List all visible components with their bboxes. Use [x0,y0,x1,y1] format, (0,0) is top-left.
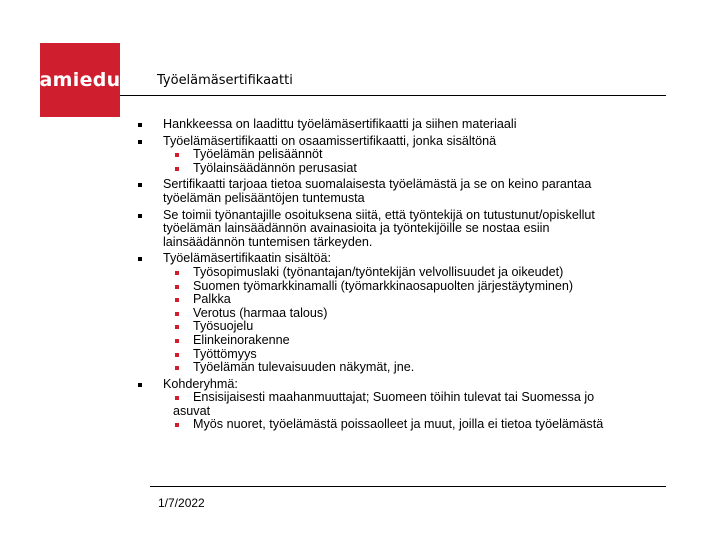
bullet-list [163,118,663,432]
sub-bullet-item: Työlainsäädännön perusasiat [163,162,663,176]
sub-bullet-item: Ensisijaisesti maahanmuuttajat; Suomeen töihin tulevat tai Suomessa jo [163,391,663,405]
sub-bullet-item: Työelämän tulevaisuuden näkymät, jne. [163,361,663,375]
sub-bullet-item: Elinkeinorakenne [163,334,663,348]
bullet-item: Hankkeessa on laadittu työelämäsertifikaatti ja siihen materiaali [163,118,663,132]
sub-bullet-item: Työsuojelu [163,320,663,334]
bullet-item: Se toimii työnantajille osoituksena siitä, että työntekijä on tutustunut/opiskellut [163,209,663,223]
sub-bullet-continuation: asuvat [173,403,211,418]
sub-bullet-item: Työelämän pelisäännöt [163,148,663,162]
sub-bullet-item: Työsopimuslaki (työnantajan/työntekijän velvollisuudet ja oikeudet) [163,266,663,280]
bullet-item: Sertifikaatti tarjoaa tietoa suomalaisesta työelämästä ja se on keino parantaa [163,178,663,192]
sub-bullet-item: Myös nuoret, työelämästä poissaolleet ja muut, joilla ei tietoa työelämästä [163,418,663,432]
footer-date: 1/7/2022 [158,496,205,510]
bullet-item: Työelämäsertifikaatti on osaamissertifikaatti, jonka sisältönä [163,135,663,149]
title-divider [120,95,666,96]
amiedu-logo [40,43,120,117]
slide-title: Työelämäsertifikaatti [157,73,293,88]
sub-bullet-item: Suomen työmarkkinamalli (työmarkkinaosapuolten järjestäytyminen) [163,280,663,294]
sub-bullet-item: Työttömyys [163,348,663,362]
logo-text: amiedu [39,69,121,91]
bullet-item-continuation: lainsäädännön tuntemisen tärkeyden. [163,234,373,249]
bullet-item: Kohderyhmä: [163,378,663,392]
sub-bullet-item: Verotus (harmaa talous) [163,307,663,321]
bullet-item-continuation: työelämän lainsäädännön avainasioita ja työntekijöille se nostaa esiin [163,221,550,236]
bullet-item: Työelämäsertifikaatin sisältöä: [163,252,663,266]
footer-divider [150,486,666,487]
sub-bullet-item: Palkka [163,293,663,307]
bullet-item-continuation: työelämän pelisääntöjen tuntemusta [163,190,365,205]
